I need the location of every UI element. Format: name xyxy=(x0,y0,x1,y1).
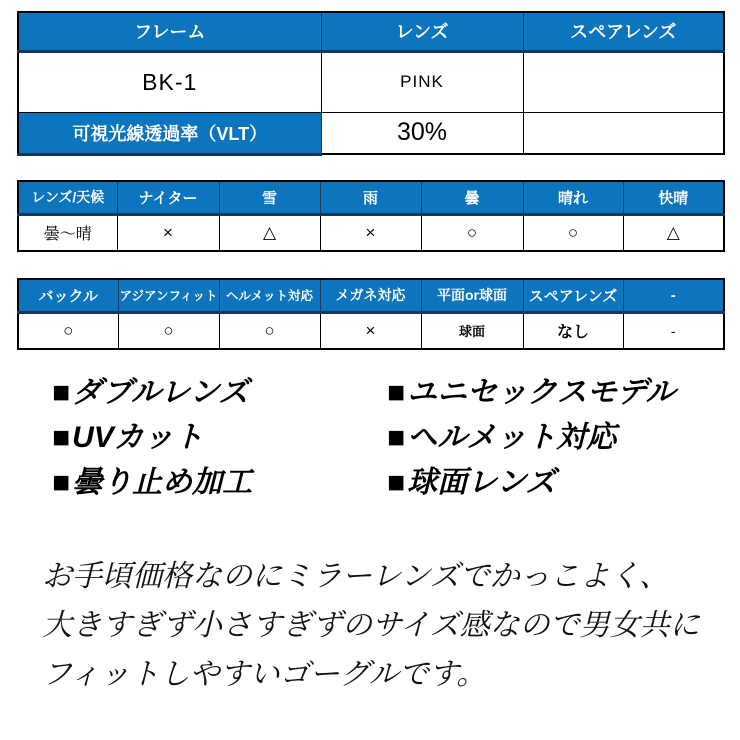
weather-cloudy-rating: ○ xyxy=(421,214,523,251)
lens-value: PINK xyxy=(321,51,523,112)
bullet-spherical-lens xyxy=(387,460,675,505)
weather-header-lens-weather: レンズ/天候 xyxy=(18,181,117,214)
bullet-square-icon: ■ xyxy=(52,421,71,454)
feature-glasses-value: × xyxy=(320,312,421,349)
description-line-3: フィットしやすいゴーグルです。 xyxy=(42,658,487,691)
frame-value: BK-1 xyxy=(18,51,321,112)
spec-header-lens: レンズ xyxy=(321,12,523,51)
feature-header-glasses: メガネ対応 xyxy=(320,279,421,312)
bullet-label: 曇り止め加工 xyxy=(72,466,253,499)
feature-table-header-row xyxy=(18,279,724,312)
weather-snow-rating: △ xyxy=(219,214,320,251)
bullet-uv-cut xyxy=(52,415,252,460)
bullet-square-icon: ■ xyxy=(52,466,71,499)
feature-header-dash: - xyxy=(623,279,724,312)
feature-bullets-left-column xyxy=(52,370,252,505)
weather-table xyxy=(17,180,725,252)
weather-header-night: ナイター xyxy=(117,181,219,214)
description-line-2: 大きすぎず小さすぎずのサイズ感なので男女共に xyxy=(42,609,700,642)
bullet-label: ダブルレンズ xyxy=(72,376,249,409)
vlt-label: 可視光線透過率（VLT） xyxy=(18,112,321,154)
feature-header-flat-or-spherical: 平面or球面 xyxy=(421,279,523,312)
spec-table-header-row xyxy=(18,12,724,51)
feature-header-asian-fit: アジアンフィット xyxy=(118,279,219,312)
vlt-value: 30% xyxy=(321,112,523,154)
weather-table-header-row xyxy=(18,181,724,214)
bullet-square-icon: ■ xyxy=(52,376,71,409)
bullet-unisex-model xyxy=(387,370,675,415)
vlt-spare-value xyxy=(523,112,724,154)
feature-dash-value: - xyxy=(623,312,724,349)
spec-header-frame: フレーム xyxy=(18,12,321,51)
bullet-label: ユニセックスモデル xyxy=(407,376,676,409)
description-line-1: お手頃価格なのにミラーレンズでかっこよく、 xyxy=(42,560,670,593)
feature-buckle-value: ○ xyxy=(18,312,118,349)
feature-asian-fit-value: ○ xyxy=(118,312,219,349)
weather-header-snow: 雪 xyxy=(219,181,320,214)
feature-header-spare-lens: スペアレンズ xyxy=(523,279,623,312)
bullet-label: UVカット xyxy=(72,421,204,454)
bullet-square-icon: ■ xyxy=(387,376,406,409)
weather-clear-rating: △ xyxy=(623,214,724,251)
weather-header-cloudy: 曇 xyxy=(421,181,523,214)
weather-rain-rating: × xyxy=(320,214,421,251)
feature-header-helmet: ヘルメット対応 xyxy=(219,279,320,312)
spare-lens-value xyxy=(523,51,724,112)
bullet-label: ヘルメット対応 xyxy=(407,421,617,454)
weather-night-rating: × xyxy=(117,214,219,251)
weather-header-clear: 快晴 xyxy=(623,181,724,214)
spec-table xyxy=(17,11,725,156)
spec-header-spare-lens: スペアレンズ xyxy=(523,12,724,51)
weather-sunny-rating: ○ xyxy=(523,214,623,251)
bullet-square-icon: ■ xyxy=(387,421,406,454)
feature-lens-shape-value: 球面 xyxy=(421,312,523,349)
feature-table-value-row xyxy=(18,312,724,349)
weather-table-value-row xyxy=(18,214,724,251)
feature-table xyxy=(17,278,725,350)
weather-header-sunny: 晴れ xyxy=(523,181,623,214)
spec-table-vlt-row xyxy=(18,112,724,154)
weather-range-value: 曇〜晴 xyxy=(18,214,117,251)
bullet-double-lens xyxy=(52,370,252,415)
feature-bullets-right-column xyxy=(387,370,675,505)
bullet-label: 球面レンズ xyxy=(407,466,556,499)
bullet-helmet-compatible xyxy=(387,415,675,460)
feature-helmet-value: ○ xyxy=(219,312,320,349)
weather-header-rain: 雨 xyxy=(320,181,421,214)
spec-table-value-row xyxy=(18,51,724,112)
bullet-square-icon: ■ xyxy=(387,466,406,499)
feature-header-buckle: バックル xyxy=(18,279,118,312)
product-description xyxy=(42,552,722,699)
feature-spare-lens-value: なし xyxy=(523,312,623,349)
bullet-anti-fog xyxy=(52,460,252,505)
